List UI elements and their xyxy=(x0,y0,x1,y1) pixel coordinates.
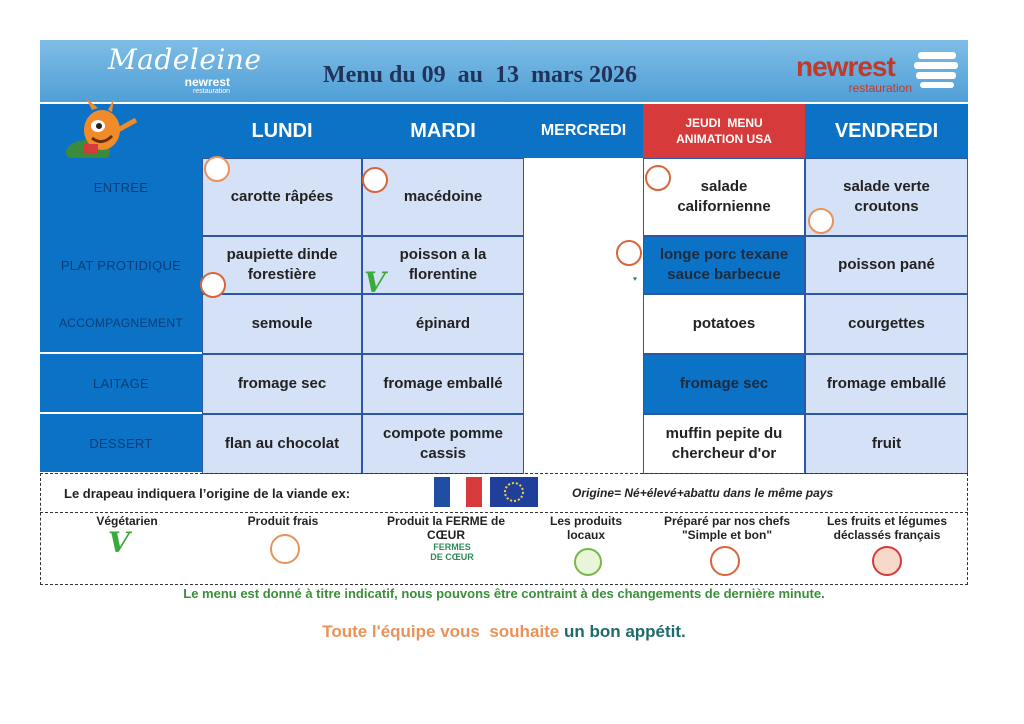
downgraded-produce-icon xyxy=(872,546,902,576)
cell-lundi-entree: carotte râpées xyxy=(202,158,362,236)
day-jeudi: JEUDI MENU ANIMATION USA xyxy=(676,116,772,146)
cell-lundi-plat: paupiette dinde forestière xyxy=(202,236,362,294)
legend-vegetarien-label: Végétarien xyxy=(96,514,158,528)
cell-jeudi-dessert: muffin pepite du chercheur d'or xyxy=(643,414,805,474)
day-mercredi: MERCREDI xyxy=(540,122,627,139)
brand-name: Madeleine xyxy=(108,43,262,76)
fresh-product-icon xyxy=(270,534,300,564)
logo-text: newrest xyxy=(796,51,895,82)
mercredi-empty-column xyxy=(524,158,643,472)
greeting-part1: Toute l'équipe vous souhaite xyxy=(322,622,564,641)
brand-sub: newrest xyxy=(184,75,230,89)
page-title: Menu du 09 au 13 mars 2026 xyxy=(322,62,638,88)
greeting-text xyxy=(40,622,968,642)
row-label-gap xyxy=(40,216,202,236)
chef-house-icon xyxy=(616,240,642,266)
madeleine-logo xyxy=(108,43,262,100)
row-label-dessert: DESSERT xyxy=(40,414,202,472)
brand-sub2: restauration xyxy=(193,88,230,95)
legend-divider xyxy=(40,512,968,513)
cell-mardi-plat: poisson a la florentine xyxy=(362,236,524,294)
cell-vendredi-accompagnement: courgettes xyxy=(805,294,968,354)
cell-jeudi-entree: salade californienne xyxy=(643,158,805,236)
cell-vendredi-dessert: fruit xyxy=(805,414,968,474)
french-flag-icon xyxy=(434,477,482,507)
logo-sub: restauration xyxy=(848,81,912,95)
row-label-accompagnement: ACCOMPAGNEMENT xyxy=(40,294,202,352)
row-label-plat: PLAT PROTIDIQUE xyxy=(40,236,202,294)
fresh-product-icon xyxy=(808,208,834,234)
cell-mardi-accompagnement: épinard xyxy=(362,294,524,354)
greeting-part2: un bon appétit. xyxy=(563,622,686,641)
farm-heart-icon: ♥ xyxy=(632,276,638,283)
cell-vendredi-plat: poisson pané xyxy=(805,236,968,294)
cell-mardi-laitage: fromage emballé xyxy=(362,354,524,414)
cell-mardi-dessert: compote pomme cassis xyxy=(362,414,524,474)
legend-local-label: Les produits locaux xyxy=(549,514,622,542)
chef-house-icon xyxy=(362,167,388,193)
newrest-logo xyxy=(796,52,916,98)
flag-legend-text: Le drapeau indiquera l’origine de la viande ex: xyxy=(64,486,351,501)
local-products-icon xyxy=(574,548,602,576)
cell-jeudi-laitage: fromage sec xyxy=(643,354,805,414)
logo-stripes-icon xyxy=(912,48,960,92)
cell-vendredi-laitage: fromage emballé xyxy=(805,354,968,414)
cell-lundi-dessert: flan au chocolat xyxy=(202,414,362,474)
day-mardi: MARDI xyxy=(410,119,476,142)
day-vendredi: VENDREDI xyxy=(834,119,939,142)
legend-chef-label: Préparé par nos chefs "Simple et bon" xyxy=(663,514,791,542)
legend-farm-label: Produit la FERME de CŒUR xyxy=(386,514,505,542)
legend-fresh-label: Produit frais xyxy=(247,514,319,528)
cell-jeudi-accompagnement: potatoes xyxy=(643,294,805,354)
origin-text: Origine= Né+élevé+abattu dans le même pays xyxy=(572,486,834,500)
cell-jeudi-plat: longe porc texane sauce barbecue xyxy=(643,236,805,294)
chef-house-icon xyxy=(645,165,671,191)
cell-vendredi-entree: salade verte croutons xyxy=(805,158,968,236)
legend-downgraded-label: Les fruits et légumes déclassés français xyxy=(826,514,948,542)
vegetarian-icon: V xyxy=(108,526,130,559)
chef-house-icon xyxy=(710,546,740,576)
row-label-entree: ENTREE xyxy=(40,158,202,216)
vegetarian-icon: V xyxy=(364,266,386,299)
cell-lundi-accompagnement: semoule xyxy=(202,294,362,354)
farm-heart-icon: FERMES DE CŒUR xyxy=(430,542,474,562)
row-label-laitage: LAITAGE xyxy=(40,354,202,412)
eu-flag-icon xyxy=(490,477,538,507)
chef-house-icon xyxy=(200,272,226,298)
fresh-product-icon xyxy=(204,156,230,182)
day-lundi: LUNDI xyxy=(251,119,313,142)
cell-mardi-entree: macédoine xyxy=(362,158,524,236)
disclaimer-text: Le menu est donné à titre indicatif, nous pouvons être contraint à des changements de dernière minute. xyxy=(183,586,825,601)
cell-lundi-laitage: fromage sec xyxy=(202,354,362,414)
